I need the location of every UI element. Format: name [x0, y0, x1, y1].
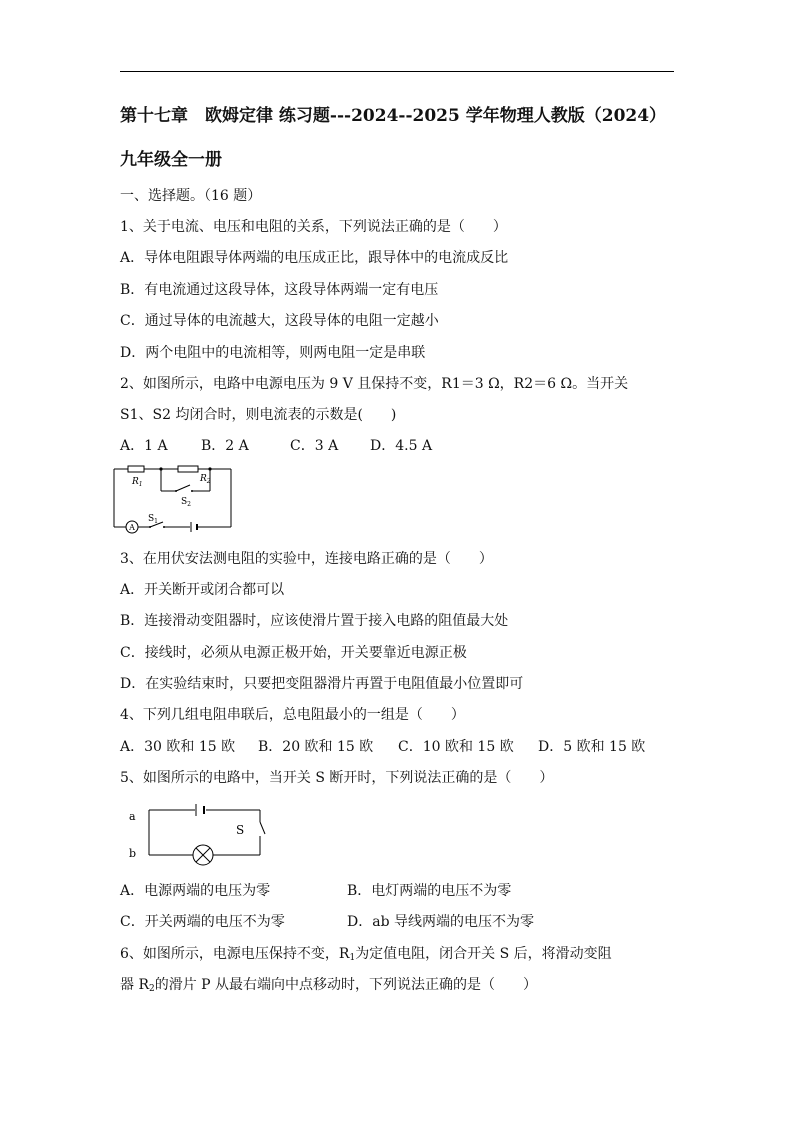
question-4-option-d: D．5 欧和 15 欧: [538, 739, 646, 755]
question-2-option-a: A．1 A: [120, 438, 168, 454]
label-s: S: [236, 823, 245, 837]
question-5-option-b: B．电灯两端的电压不为零: [347, 883, 512, 899]
question-5-option-c: C．开关两端的电压不为零: [120, 914, 285, 930]
question-4-stem: 4、下列几组电阻串联后，总电阻最小的一组是（ ）: [120, 707, 465, 723]
battery: [196, 804, 204, 816]
header-rule: [120, 71, 674, 72]
question-2-option-c: C．3 A: [290, 438, 339, 454]
question-4-option-c: C．10 欧和 15 欧: [398, 739, 514, 755]
question-3-stem: 3、在用伏安法测电阻的实验中，连接电路正确的是（ ）: [120, 551, 493, 567]
question-1-option-c: C．通过导体的电流越大，这段导体的电阻一定越小: [120, 313, 439, 329]
question-2-circuit-diagram: [112, 465, 237, 531]
question-6-stem-line1: 6、如图所示，电源电压保持不变，$R_1$为定值电阻，闭合开关 S 后，将滑动变阻: [120, 946, 612, 963]
question-2-stem-line2: S1、S2 均闭合时，则电流表的示数是( ): [120, 407, 397, 423]
resistor-r2: [178, 466, 198, 472]
section-heading: 一、选择题。（16 题）: [120, 188, 262, 204]
question-5-option-a: A．电源两端的电压为零: [120, 883, 271, 899]
question-1-option-b: B．有电流通过这段导体，这段导体两端一定有电压: [120, 282, 439, 298]
question-6-stem-line2: 器 $R_2$的滑片 P 从最右端向中点移动时，下列说法正确的是（ ）: [120, 977, 538, 994]
question-5-circuit-diagram: [125, 800, 275, 864]
label-a: a: [129, 810, 136, 823]
question-2-option-d: D．4.5 A: [370, 438, 433, 454]
r1-label: $R_1$: [132, 477, 143, 488]
switch-s2: [176, 485, 190, 491]
open-switch-s: [260, 822, 265, 834]
question-3-option-b: B．连接滑动变阻器时，应该使滑片置于接入电路的阻值最大处: [120, 613, 509, 629]
question-1-stem: 1、关于电流、电压和电阻的关系，下列说法正确的是（ ）: [120, 219, 507, 235]
question-5-stem: 5、如图所示的电路中，当开关 S 断开时，下列说法正确的是（ ）: [120, 770, 554, 786]
question-3-option-d: D．在实验结束时，只要把变阻器滑片再置于电阻值最小位置即可: [120, 676, 524, 692]
s1-label: $S_1$: [148, 514, 158, 525]
question-3-option-a: A．开关断开或闭合都可以: [120, 582, 285, 598]
lamp-icon: [193, 845, 213, 865]
label-b: b: [129, 847, 137, 860]
question-1-option-d: D．两个电阻中的电流相等，则两电阻一定是串联: [120, 345, 426, 361]
question-1-option-a: A．导体电阻跟导体两端的电压成正比，跟导体中的电流成反比: [120, 250, 509, 266]
document-title: 第十七章 欧姆定律 练习题---2024--2025 学年物理人教版（2024）: [120, 106, 667, 126]
question-2-stem-line1: 2、如图所示，电路中电源电压为 9 V 且保持不变，R1＝3 Ω，R2＝6 Ω。当开关: [120, 376, 629, 392]
resistor-r1: [128, 466, 144, 472]
document-subtitle: 九年级全一册: [120, 150, 222, 170]
s2-label: $S_2$: [181, 497, 191, 508]
question-4-option-b: B．20 欧和 15 欧: [258, 739, 374, 755]
battery: [191, 522, 197, 532]
question-5-option-d: D．ab 导线两端的电压不为零: [347, 914, 534, 930]
question-2-option-b: B．2 A: [201, 438, 249, 454]
question-3-option-c: C．接线时，必须从电源正极开始，开关要靠近电源正极: [120, 645, 467, 661]
ammeter-label: A: [129, 523, 135, 532]
r2-label: $R_2$: [200, 474, 211, 485]
question-4-option-a: A．30 欧和 15 欧: [120, 739, 236, 755]
